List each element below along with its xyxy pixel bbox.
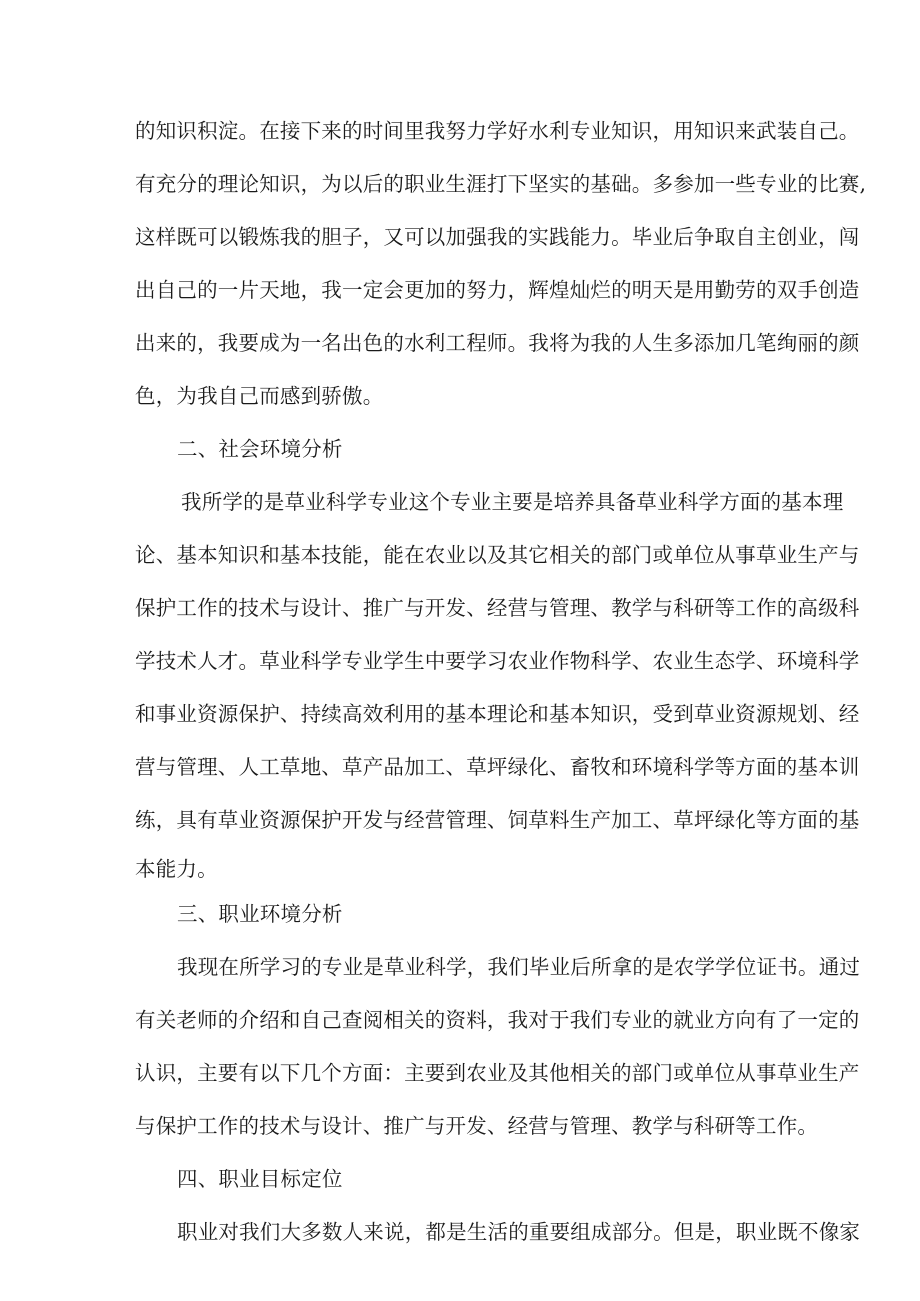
- section-heading: 四、职业目标定位: [177, 1167, 343, 1191]
- paragraph-line: 我现在所学习的专业是草业科学，我们毕业后所拿的是农学学位证书。通过: [177, 955, 861, 979]
- paragraph-line: 的知识积淀。在接下来的时间里我努力学好水利专业知识，用知识来武装自己。: [135, 119, 860, 143]
- paragraph-line: 学技术人才。草业科学专业学生中要学习农业作物科学、农业生态学、环境科学: [135, 649, 860, 673]
- paragraph-line: 出自己的一片天地，我一定会更加的努力，辉煌灿烂的明天是用勤劳的双手创造: [135, 278, 860, 302]
- paragraph-line: 这样既可以锻炼我的胆子，又可以加强我的实践能力。毕业后争取自主创业，闯: [135, 225, 860, 249]
- paragraph-line: 和事业资源保护、持续高效利用的基本理论和基本知识，受到草业资源规划、经: [135, 702, 860, 726]
- paragraph-line: 营与管理、人工草地、草产品加工、草坪绿化、畜牧和环境科学等方面的基本训: [135, 755, 860, 779]
- section-heading: 二、社会环境分析: [177, 437, 343, 461]
- paragraph-line: 练，具有草业资源保护开发与经营管理、饲草料生产加工、草坪绿化等方面的基: [135, 808, 860, 832]
- paragraph-line: 论、基本知识和基本技能，能在农业以及其它相关的部门或单位从事草业生产与: [135, 543, 860, 567]
- paragraph-line: 职业对我们大多数人来说，都是生活的重要组成部分。但是，职业既不像家: [177, 1220, 861, 1244]
- paragraph-line: 有关老师的介绍和自己查阅相关的资料，我对于我们专业的就业方向有了一定的: [135, 1008, 860, 1032]
- paragraph-line: 我所学的是草业科学专业这个专业主要是培养具备草业科学方面的基本理: [181, 490, 844, 514]
- paragraph-line: 有充分的理论知识，为以后的职业生涯打下坚实的基础。多参加一些专业的比赛,: [135, 172, 867, 196]
- paragraph-line: 保护工作的技术与设计、推广与开发、经营与管理、教学与科研等工作的高级科: [135, 596, 860, 620]
- paragraph-line: 色，为我自己而感到骄傲。: [135, 384, 384, 408]
- paragraph-line: 认识，主要有以下几个方面：主要到农业及其他相关的部门或单位从事草业生产: [135, 1061, 860, 1085]
- paragraph-line: 出来的，我要成为一名出色的水利工程师。我将为我的人生多添加几笔绚丽的颜: [135, 331, 860, 355]
- section-heading: 三、职业环境分析: [177, 902, 343, 926]
- paragraph-line: 本能力。: [135, 857, 218, 881]
- paragraph-line: 与保护工作的技术与设计、推广与开发、经营与管理、教学与科研等工作。: [135, 1114, 819, 1138]
